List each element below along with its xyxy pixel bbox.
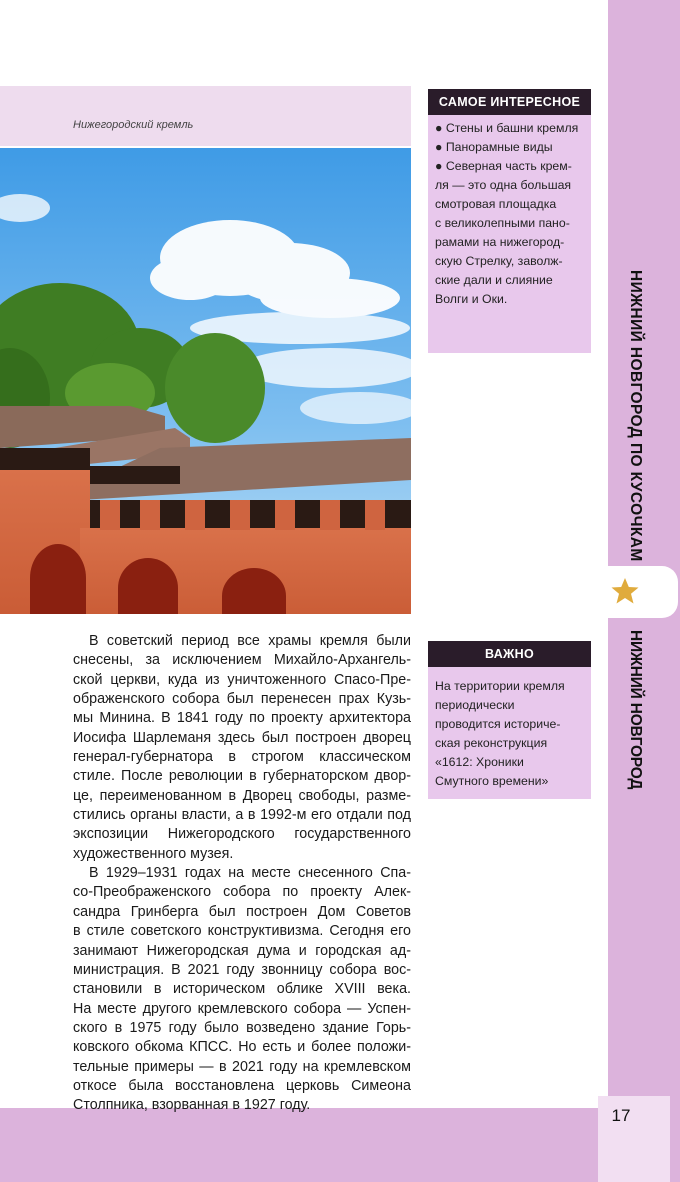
interesting-line: скую Стрелку, заволж- (435, 254, 563, 268)
paragraph-line: В советский период все храмы кремля были (89, 633, 411, 649)
important-box (428, 667, 591, 799)
paragraph-line: в стиле советского конструктивизма. Сегодня его (73, 923, 411, 940)
interesting-line: ля — это одна большая (435, 178, 572, 192)
paragraph-line: экспозиции Нижегородского государственного (73, 826, 411, 843)
paragraph-line: В 1929–1931 годах на месте снесенного Спа- (89, 865, 411, 882)
page-number: 17 (611, 1106, 631, 1125)
paragraph-line: занимают Нижегородская дума и городская ад- (73, 942, 411, 959)
article-body (73, 632, 411, 1116)
interesting-line: ские дали и слияние (435, 273, 553, 287)
interesting-line: смотровая площадка (435, 197, 557, 211)
interesting-line: с великолепными пано- (435, 216, 570, 230)
paragraph-line: тельные примеры — в 2021 году на кремлевском (73, 1058, 411, 1075)
section-label-city: НИЖНИЙ НОВГОРОД (627, 630, 644, 790)
paragraph-line: художественного музея. (73, 845, 234, 862)
kremlin-photo (0, 148, 411, 614)
paragraph-line: мы Минина. В 1841 году по проекту архитектора (73, 710, 411, 727)
paragraph-line: стились органы власти, а в 1992-м его отдали под (73, 807, 411, 824)
interesting-box-title: САМОЕ ИНТЕРЕСНОЕ (428, 89, 591, 115)
paragraph-line: сандра Гринберга был построен Дом Советов (73, 903, 411, 920)
paragraph-line: ской церкви, куда из уничтоженного Спасо-Пре- (73, 671, 411, 688)
bottom-band (0, 1108, 680, 1182)
paragraph-line: стиле. После революции в губернаторском двор- (73, 768, 411, 785)
paragraph-line: це, переименованном в Дворец свободы, разме- (73, 787, 411, 804)
paragraph-line: Столпника, взорванная в 1927 году. (73, 1097, 311, 1114)
paragraph-line: Иосифа Шарлеманя здесь был построен дворец (73, 729, 411, 746)
photo-caption-box (0, 86, 411, 146)
paragraph-line: На месте другого кремлевского собора — Успен- (73, 1000, 411, 1017)
important-line: периодически (435, 698, 515, 712)
paragraph-line: ского в 1975 году было возведено здание Горь- (73, 1019, 411, 1036)
interesting-line: ● Панорамные виды (435, 140, 553, 154)
important-line: На территории кремля (435, 679, 565, 693)
paragraph-line: откосе была восстановлена церковь Симеона (73, 1077, 411, 1094)
interesting-box (428, 115, 591, 353)
important-box-title: ВАЖНО (428, 641, 591, 667)
photo-caption: Нижегородский кремль (73, 119, 194, 131)
paragraph-line: ображенского собора был перенесен прах Кузь- (73, 691, 411, 708)
paragraph-line: ковского обкома КПСС. Но есть и более положи- (73, 1039, 411, 1056)
important-line: Смутного времени» (435, 774, 549, 788)
important-line: проводится историче- (435, 717, 561, 731)
important-line: «1612: Хроники (435, 755, 524, 769)
interesting-line: ● Северная часть крем- (435, 159, 572, 173)
interesting-line: Волги и Оки. (435, 292, 508, 306)
paragraph-line: снесены, за исключением Михайло-Архангель- (73, 652, 411, 669)
paragraph-line: министрация. В 2021 году звонницу собора вос- (73, 961, 411, 978)
important-line: ская реконструкция (435, 736, 548, 750)
paragraph-line: со-Преображенского собора по проекту Алек- (73, 884, 411, 901)
star-icon (610, 576, 640, 606)
section-label-pieces: НИЖНИЙ НОВГОРОД ПО КУСОЧКАМ (627, 270, 644, 562)
interesting-line: рамами на нижегород- (435, 235, 565, 249)
paragraph-line: становили в историческом облике XVIII века. (73, 981, 411, 998)
paragraph-line: генерал-губернатора в строгом классическом (73, 749, 411, 766)
interesting-line: ● Стены и башни кремля (435, 121, 579, 135)
